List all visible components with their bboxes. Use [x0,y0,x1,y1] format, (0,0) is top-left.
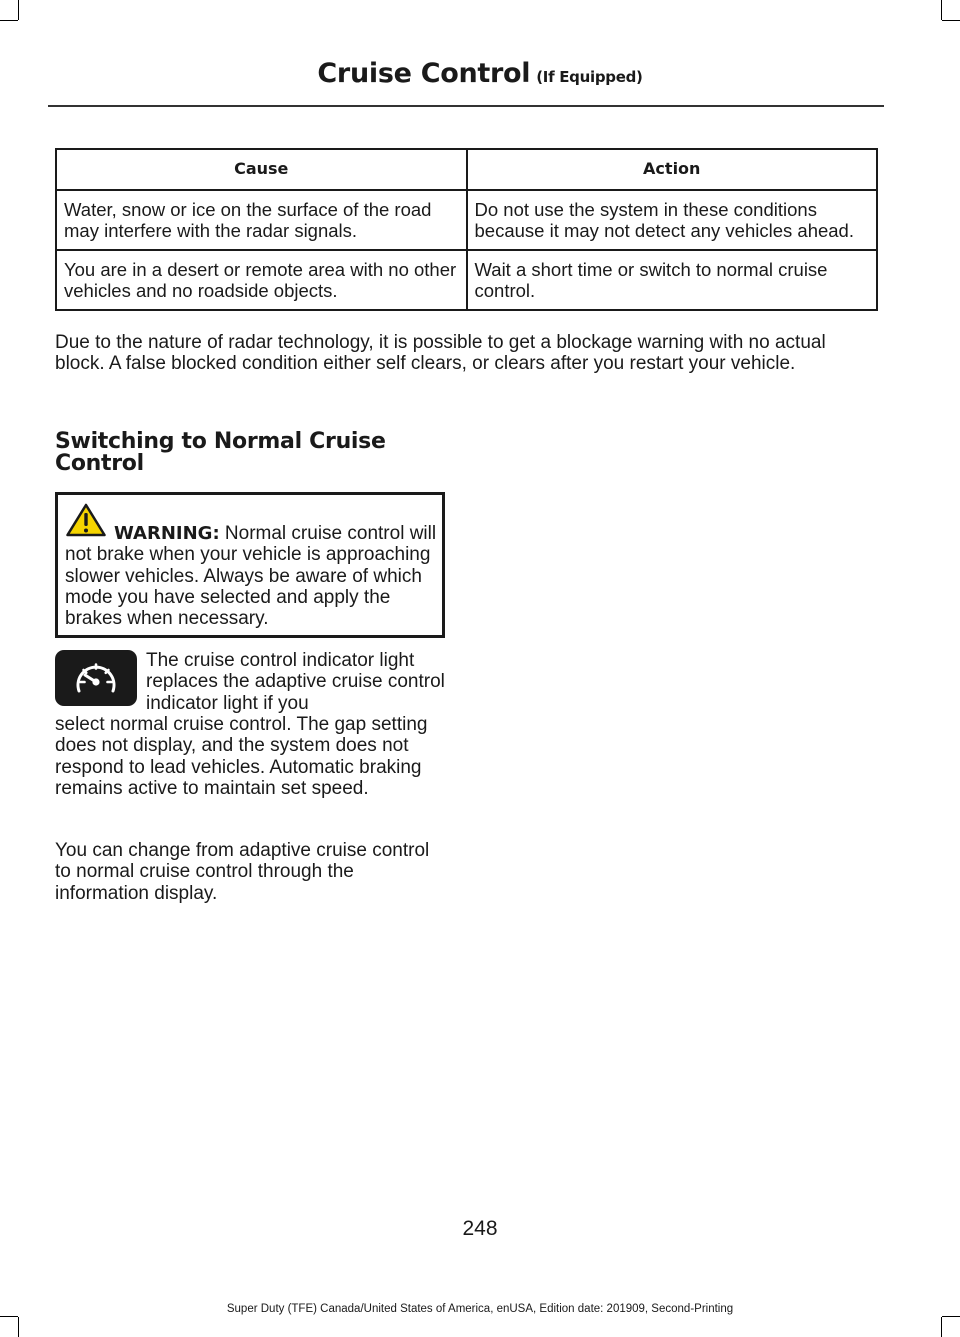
warning-label: WARNING: [114,523,220,544]
column-header-action: Action [467,149,878,190]
table-row [56,190,877,250]
change-mode-paragraph: You can change from adaptive cruise control to normal cruise control through the information display. [55,840,430,904]
warning-message: Normal cruise control will not brake when your vehicle is approaching slower vehicles. Always be aware of which mode you have selected and apply the brakes when necessary. [65,523,437,630]
table-row [56,250,877,310]
action-cell: Do not use the system in these conditions because it may not detect any vehicles ahead. [467,190,878,250]
crop-mark [942,1316,960,1317]
warning-box [55,492,445,638]
indicator-paragraph-intro: The cruise control indicator light replaces the adaptive cruise control indicator light if you [146,650,445,714]
page-number: 248 [462,1217,498,1240]
cause-cell: You are in a desert or remote area with no other vehicles and no roadside objects. [56,250,467,310]
crop-mark [18,1317,19,1337]
crop-mark [0,20,18,21]
page-title [0,58,960,89]
warning-text [65,523,441,629]
edition-footer: Super Duty (TFE) Canada/United States of America, enUSA, Edition date: 201909, Second-Printing [226,1303,734,1315]
indicator-paragraph-continued: select normal cruise control. The gap setting does not display, and the system does not respond to lead vehicles. Automatic braking remains active to maintain set speed. [55,714,428,799]
crop-mark [18,0,19,20]
page-title-main: Cruise Control [317,58,531,89]
cause-action-table [55,148,878,311]
table-header-row [56,149,877,190]
section-heading: Switching to Normal Cruise Control [55,429,386,476]
cause-cell: Water, snow or ice on the surface of the road may interfere with the radar signals. [56,190,467,250]
header-divider [48,105,884,107]
cruise-control-speedometer-icon [55,650,137,706]
crop-mark [0,1316,18,1317]
page-title-subtitle: (If Equipped) [536,68,643,86]
column-header-cause: Cause [56,149,467,190]
radar-blockage-paragraph: Due to the nature of radar technology, it is possible to get a blockage warning with no actual block. A false blocked condition either self clears, or clears after you restart your vehicle. [55,332,826,375]
action-cell: Wait a short time or switch to normal cruise control. [467,250,878,310]
crop-mark [942,20,960,21]
crop-mark [941,0,942,20]
crop-mark [941,1317,942,1337]
